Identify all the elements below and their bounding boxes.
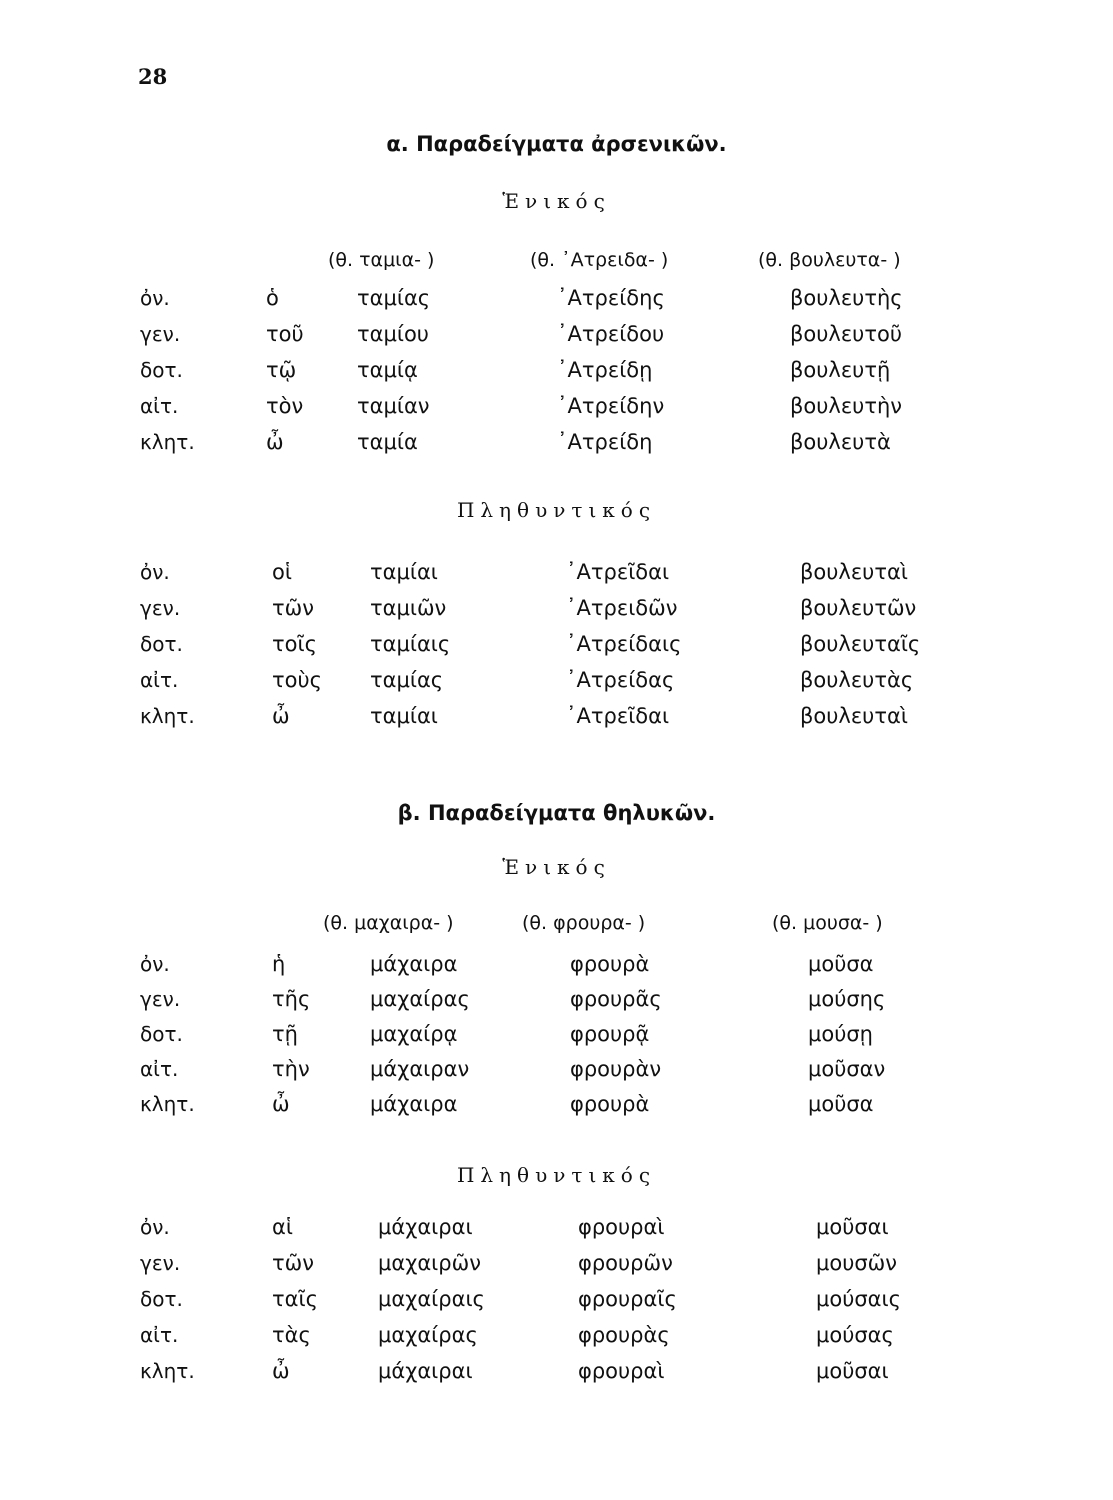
word-col-1: ταμία [357,430,418,454]
word-col-1: ταμίαι [370,704,438,728]
article: ὁ [266,286,279,310]
article: οἱ [272,560,292,584]
case-label: γεν. [140,987,181,1011]
section-a-title: α. Παραδείγματα ἀρσενικῶν. [386,132,727,156]
word-col-2: ᾿Ατρείδαις [566,632,682,656]
word-col-1: μαχαιρῶν [378,1251,481,1275]
declension-row [0,1287,1113,1321]
declension-row [0,394,1113,428]
article: τῇ [272,1022,298,1046]
word-col-2: φρουρὰν [570,1057,662,1081]
article: ἡ [272,952,286,976]
case-label: αἰτ. [140,394,179,418]
word-col-2: ᾿Ατρείδην [557,394,665,418]
word-col-3: βουλευτὰ [790,430,891,454]
article: τῆς [272,987,311,1011]
declension-row [0,668,1113,702]
word-col-3: βουλευτοῦ [790,322,902,346]
case-label: αἰτ. [140,1323,179,1347]
declension-row [0,1359,1113,1393]
word-col-1: ταμίου [357,322,429,346]
case-label: αἰτ. [140,1057,179,1081]
word-col-3: βουλευτὴς [790,286,903,310]
word-col-2: ᾿Ατρείδας [566,668,675,692]
case-label: γεν. [140,596,181,620]
case-label: ὀν. [140,286,170,310]
case-label: κλητ. [140,430,195,454]
word-col-1: μαχαίρας [378,1323,478,1347]
declension-row [0,430,1113,464]
word-col-1: μάχαιρα [370,952,458,976]
article: τῷ [266,358,297,382]
article: αἱ [272,1215,293,1239]
case-label: κλητ. [140,1092,195,1116]
word-col-2: φρουρὰ [570,952,650,976]
word-col-3: μούσας [816,1323,894,1347]
declension-row [0,560,1113,594]
word-col-2: ᾿Ατρεῖδαι [566,560,670,584]
word-col-1: μαχαίρας [370,987,470,1011]
section-b-stem-2: (θ. φρουρα- ) [522,912,646,934]
word-col-2: φρουρᾷ [570,1022,650,1046]
word-col-1: ταμίᾳ [357,358,418,382]
word-col-1: ταμίας [357,286,431,310]
section-a-stem-3: (θ. βουλευτα- ) [758,249,901,271]
declension-row [0,704,1113,738]
article: τοῖς [272,632,317,656]
word-col-1: μάχαιραι [378,1215,473,1239]
declension-row [0,358,1113,392]
case-label: γεν. [140,1251,181,1275]
article: τῶν [272,596,314,620]
word-col-2: ᾿Ατρεῖδαι [566,704,670,728]
word-col-2: ᾿Ατρείδη [557,430,653,454]
word-col-3: μούσαις [816,1287,901,1311]
declension-row [0,1251,1113,1285]
article: τοὺς [272,668,322,692]
word-col-2: φρουραὶ [578,1215,665,1239]
word-col-1: μάχαιραν [370,1057,470,1081]
word-col-2: φρουραῖς [578,1287,677,1311]
word-col-3: βουλευταὶ [800,560,908,584]
word-col-2: φρουρὰς [578,1323,670,1347]
word-col-3: βουλευταὶ [800,704,908,728]
declension-row [0,952,1113,986]
word-col-3: μοῦσαι [816,1359,889,1383]
word-col-1: μάχαιρα [370,1092,458,1116]
word-col-1: ταμίαι [370,560,438,584]
word-col-1: ταμιῶν [370,596,447,620]
word-col-3: μοῦσαν [808,1057,886,1081]
case-label: ὀν. [140,1215,170,1239]
word-col-1: μαχαίρᾳ [370,1022,458,1046]
word-col-3: μοῦσα [808,952,874,976]
article: ὦ [272,1092,290,1116]
declension-row [0,632,1113,666]
article: τὸν [266,394,304,418]
section-a-stem-2: (θ. ᾿Ατρειδα- ) [530,249,669,271]
article: τοῦ [266,322,304,346]
article: τῶν [272,1251,314,1275]
word-col-3: μούσης [808,987,886,1011]
page-number: 28 [138,64,168,89]
word-col-2: φρουραὶ [578,1359,665,1383]
declension-row [0,596,1113,630]
word-col-3: μουσῶν [816,1251,897,1275]
word-col-3: βουλευτῶν [800,596,917,620]
section-a-singular-heading: Ἑνικός [502,189,611,213]
section-b-stem-1: (θ. μαχαιρα- ) [323,912,454,934]
case-label: δοτ. [140,358,183,382]
declension-row [0,1022,1113,1056]
word-col-1: ταμίας [370,668,444,692]
article: ὦ [266,430,284,454]
case-label: δοτ. [140,1287,183,1311]
article: τὰς [272,1323,311,1347]
section-a-stem-1: (θ. ταμια- ) [328,249,435,271]
section-a-plural-heading: Πληθυντικός [456,498,657,522]
word-col-2: ᾿Ατρείδης [557,286,665,310]
article: ὦ [272,1359,290,1383]
word-col-1: μαχαίραις [378,1287,485,1311]
section-b-plural-heading: Πληθυντικός [456,1163,657,1187]
article: ταῖς [272,1287,318,1311]
article: ὦ [272,704,290,728]
word-col-1: ταμίαις [370,632,451,656]
case-label: κλητ. [140,704,195,728]
declension-row [0,1323,1113,1357]
word-col-3: μούσῃ [808,1022,873,1046]
case-label: κλητ. [140,1359,195,1383]
word-col-3: βουλευταῖς [800,632,921,656]
word-col-3: μοῦσα [808,1092,874,1116]
word-col-2: φρουρῶν [578,1251,673,1275]
word-col-2: ᾿Ατρείδῃ [557,358,653,382]
section-b-singular-heading: Ἑνικός [502,855,611,879]
declension-row [0,1215,1113,1249]
declension-row [0,1092,1113,1126]
word-col-2: ᾿Ατρειδῶν [566,596,678,620]
declension-row [0,322,1113,356]
declension-row [0,1057,1113,1091]
word-col-1: μάχαιραι [378,1359,473,1383]
word-col-2: φρουρᾶς [570,987,662,1011]
declension-row [0,286,1113,320]
word-col-3: βουλευτὰς [800,668,914,692]
section-b-title: β. Παραδείγματα θηλυκῶν. [397,801,716,825]
case-label: αἰτ. [140,668,179,692]
word-col-2: φρουρὰ [570,1092,650,1116]
word-col-2: ᾿Ατρείδου [557,322,665,346]
case-label: ὀν. [140,560,170,584]
article: τὴν [272,1057,310,1081]
declension-row [0,987,1113,1021]
section-b-stem-3: (θ. μουσα- ) [772,912,883,934]
case-label: ὀν. [140,952,170,976]
case-label: γεν. [140,322,181,346]
case-label: δοτ. [140,1022,183,1046]
word-col-3: βουλευτὴν [790,394,903,418]
word-col-3: βουλευτῇ [790,358,891,382]
word-col-3: μοῦσαι [816,1215,889,1239]
word-col-1: ταμίαν [357,394,430,418]
case-label: δοτ. [140,632,183,656]
